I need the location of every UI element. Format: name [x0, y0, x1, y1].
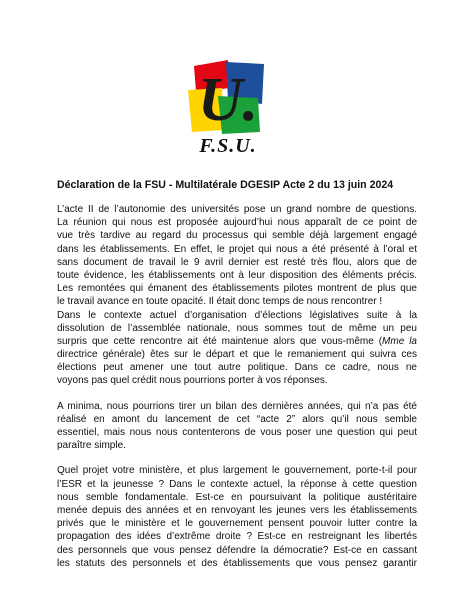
- text-line-with-italic: [57, 335, 417, 348]
- italic-segment: Mme la: [382, 335, 417, 347]
- paragraph-3: [57, 464, 417, 570]
- document-body: [57, 203, 417, 582]
- text-line: privés que le ministère et le gouvernement pensent pouvoir lutter contre la: [57, 518, 417, 530]
- text-line: des personnels que vous pensez défendre la démocratie? Est-ce en cassant: [57, 544, 417, 556]
- text-line: voyons pas quel crédit nous pourrions porter à vos réponses.: [57, 375, 328, 387]
- text-line: les statuts des personnels et des établissements que vous pensez garantir: [57, 557, 417, 569]
- text-line: nous semble fondamentale. Est-ce en poursuivant la politique austéritaire: [57, 491, 417, 503]
- document-title: Déclaration de la FSU - Multilatérale DGESIP Acte 2 du 13 juin 2024: [57, 179, 394, 191]
- text-line: paraître simple.: [57, 440, 126, 452]
- logo-wordmark: F.S.U.: [199, 135, 257, 157]
- text-line: réalisé en amont du lancement de cet “acte 2” alors qu’il nous semble: [57, 413, 417, 425]
- fsu-logo: [188, 60, 268, 158]
- text-line: le travail avance en toute opacité. Il était donc temps de nous rencontrer !: [57, 296, 383, 308]
- text-line: sans document de travail le 9 avril dernier est resté très flou, alors que de: [57, 256, 417, 268]
- text-line: élections peut amener une tout autre politique. Dans ce cadre, nous ne: [57, 362, 417, 374]
- text-segment: surpris que cette rencontre ait été maintenue alors que vous-même (: [57, 335, 383, 347]
- text-line: dans les établissements. En effet, le projet qui nous a été présenté à l’oral et: [57, 243, 417, 255]
- text-line: dissolution de l’assemblée nationale, nous sommes tout de même un peu: [57, 322, 417, 334]
- text-line: l’ESR et la jeunesse ? Dans le contexte actuel, la réponse à cette question: [57, 478, 417, 490]
- text-line: toute évidence, les établissements ont à leur disposition des éléments précis.: [57, 269, 417, 281]
- text-line: directrice générale) êtes sur le départ et que le remaniement qui suivra ces: [57, 349, 417, 361]
- text-line: Dans le contexte actuel d’organisation d’élections législatives suite à la: [57, 309, 417, 321]
- text-line: La réunion qui nous est proposée aujourd’hui nous apparaît de ce point de: [57, 217, 417, 229]
- text-line: propagation des idées d’extrême droite ? Est-ce en restreignant les libertés: [57, 531, 417, 543]
- text-line: vue très tardive au regard du processus qui semble déjà largement engagé: [57, 230, 417, 242]
- fsu-logo-mark: [188, 60, 268, 134]
- text-line: essentiel, mais nous nous contenterons de vous poser une question qui peut: [57, 427, 417, 438]
- text-line: L’acte II de l’autonomie des universités pose un grand nombre de questions.: [57, 204, 417, 215]
- text-line: menée depuis des années et en renvoyant les jeunes vers les établissements: [57, 504, 417, 516]
- text-line: Quel projet votre ministère, et plus largement le gouvernement, porte-t-il pour: [57, 465, 417, 477]
- paragraph-2: [57, 400, 417, 453]
- paragraph-1: [57, 203, 417, 388]
- logo-letter-u: U.: [197, 66, 259, 134]
- text-line: Les remontées qui émanent des établissements pilotes montrent de plus que: [57, 283, 417, 295]
- text-line: A minima, nous pourrions tirer un bilan des dernières années, qui n’a pas été: [57, 400, 417, 412]
